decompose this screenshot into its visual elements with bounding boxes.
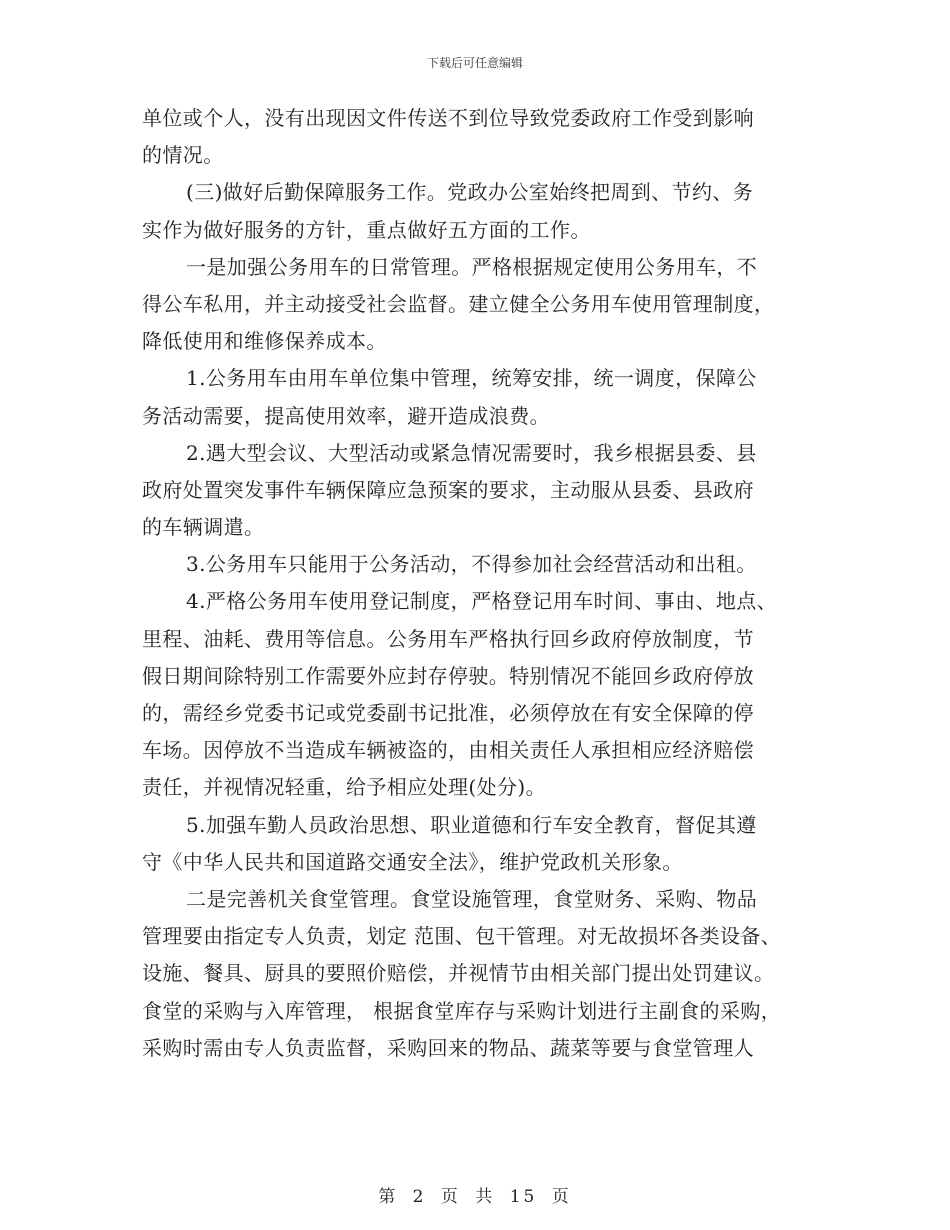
- text-line: 降低使用和维修保养成本。: [142, 329, 387, 354]
- text-line: 假日期间除特别工作需要外应封存停驶。特别情况不能回乡政府停放: [142, 663, 754, 688]
- text-line: 的，需经乡党委书记或党委副书记批准，必须停放在有安全保障的停: [142, 701, 754, 725]
- page-header: 下载后可任意编辑: [426, 56, 523, 70]
- text-line: 二是完善机关食堂管理。食堂设施管理，食堂财务、采购、物品: [186, 886, 758, 911]
- text-line: (三)做好后勤保障服务工作。党政办公室始终把周到、节约、务: [186, 180, 754, 205]
- text-line: 的车辆调遣。: [142, 515, 265, 540]
- text-line: 里程、油耗、费用等信息。公务用车严格执行回乡政府停放制度，节: [142, 626, 754, 651]
- text-line: 4.严格公务用车使用登记制度，严格登记用车时间、事由、地点、: [186, 589, 778, 614]
- text-line: 守《中华人民共和国道路交通安全法》，维护党政机关形象。: [142, 849, 683, 874]
- text-line: 采购时需由专人负责监督，采购回来的物品、蔬菜等要与食堂管理人: [142, 1035, 754, 1060]
- text-line: 食堂的采购与入库管理， 根据食堂库存与采购计划进行主副食的采购，: [142, 998, 782, 1023]
- page-footer: 第 2 页 共 15 页: [378, 1187, 572, 1207]
- text-line: 单位或个人，没有出现因文件传送不到位导致党委政府工作受到影响: [142, 106, 754, 130]
- text-line: 1.公务用车由用车单位集中管理，统筹安排，统一调度，保障公: [186, 366, 757, 391]
- document-body: [142, 100, 810, 1067]
- text-line: 管理要由指定专人负责，划定 范围、包干管理。对无故损坏各类设备、: [142, 924, 782, 949]
- text-line: 车场。因停放不当造成车辆被盗的，由相关责任人承担相应经济赔偿: [142, 738, 754, 763]
- text-line: 实作为做好服务的方针，重点做好五方面的工作。: [142, 217, 591, 242]
- text-line: 得公车私用，并主动接受社会监督。建立健全公务用车使用管理制度，: [142, 291, 775, 316]
- text-line: 责任，并视情况轻重，给予相应处理(处分)。: [142, 775, 547, 800]
- text-line: 一是加强公务用车的日常管理。严格根据规定使用公务用车，不: [186, 254, 758, 279]
- text-line: 3.公务用车只能用于公务活动，不得参加社会经营活动和出租。: [186, 552, 757, 577]
- text-line: 政府处置突发事件车辆保障应急预案的要求，主动服从县委、县政府: [142, 477, 754, 502]
- text-line: 设施、餐具、厨具的要照价赔偿，并视情节由相关部门提出处罚建议。: [142, 961, 775, 986]
- text-line: 2.遇大型会议、大型活动或紧急情况需要时，我乡根据县委、县: [186, 440, 757, 465]
- text-line: 5.加强车勤人员政治思想、职业道德和行车安全教育，督促其遵: [186, 812, 757, 837]
- text-line: 务活动需要，提高使用效率，避开造成浪费。: [142, 403, 550, 428]
- text-line: 的情况。: [142, 143, 224, 168]
